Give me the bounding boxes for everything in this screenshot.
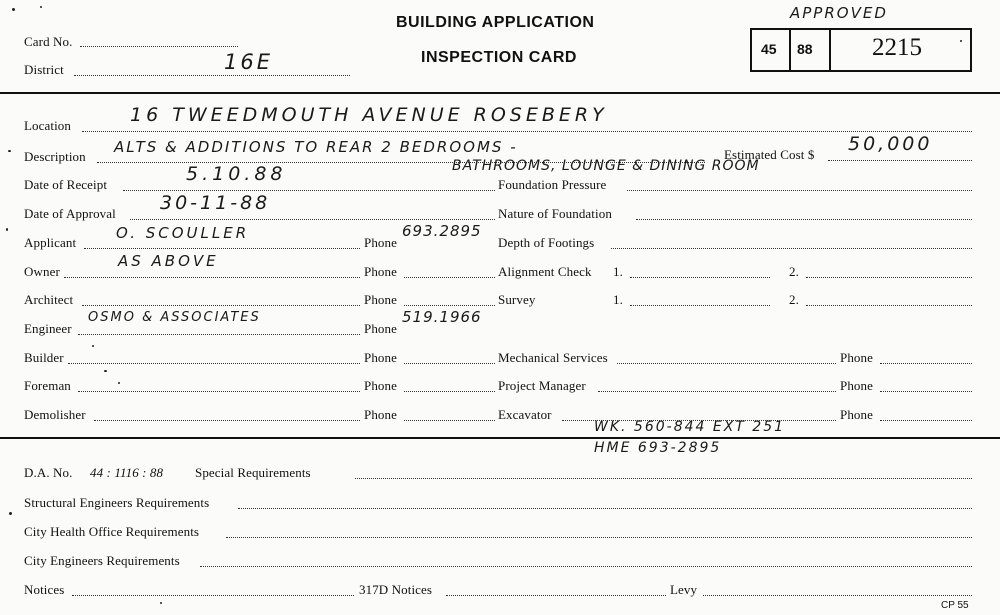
date-approval-value: 30-11-88 [160, 192, 271, 214]
scan-speck [92, 345, 94, 347]
depth-footings-label: Depth of Footings [498, 235, 595, 250]
mechanical-phone-line [880, 363, 972, 364]
city-engineers-label: City Engineers Requirements [24, 553, 180, 568]
description-label: Description [24, 149, 86, 164]
architect-line [82, 305, 360, 306]
excavator-phone-line [880, 420, 972, 421]
location-label: Location [24, 118, 72, 133]
mechanical-label: Mechanical Services [498, 350, 608, 365]
survey-label: Survey [498, 292, 536, 307]
card-no-line [80, 46, 238, 47]
estimated-cost-label: Estimated Cost $ [724, 147, 815, 162]
note-work-phone: WK. 560-844 EXT 251 [594, 419, 786, 435]
box-divider-2 [829, 30, 831, 70]
structural-line [238, 508, 972, 509]
applicant-phone-value: 693.2895 [402, 222, 482, 240]
location-line [82, 131, 972, 132]
builder-line [68, 363, 360, 364]
scan-speck [118, 382, 120, 384]
excavator-phone-label: Phone [840, 407, 873, 422]
survey-1: 1. [613, 292, 623, 307]
project-manager-phone-label: Phone [840, 378, 873, 393]
title-line-1: BUILDING APPLICATION [396, 14, 595, 31]
owner-value: AS ABOVE [118, 252, 219, 270]
builder-phone-line [404, 363, 495, 364]
engineer-phone-label: Phone [364, 321, 397, 336]
district-line [74, 75, 350, 76]
applicant-phone-label: Phone [364, 235, 397, 250]
scan-speck [6, 228, 8, 231]
notices-label: Notices [24, 582, 65, 597]
notices-317d-label: 317D Notices [359, 582, 433, 597]
alignment-2-line [806, 277, 972, 278]
location-value: 16 TWEEDMOUTH AVENUE ROSEBERY [130, 104, 608, 126]
engineer-phone-value: 519.1966 [402, 308, 482, 326]
survey-2: 2. [789, 292, 799, 307]
project-manager-line [598, 391, 836, 392]
form-code: CP 55 [941, 600, 969, 611]
box-divider-1 [789, 30, 791, 70]
owner-line [64, 277, 360, 278]
applicant-label: Applicant [24, 235, 77, 250]
foreman-label: Foreman [24, 378, 71, 393]
estimated-cost-value: 50,000 [848, 133, 933, 155]
card-no-label: Card No. [24, 34, 73, 49]
foreman-phone-line [404, 391, 495, 392]
survey-2-line [806, 305, 972, 306]
engineer-line [78, 334, 360, 335]
special-requirements-line [355, 478, 972, 479]
engineer-value: OSMO & ASSOCIATES [88, 310, 261, 325]
project-manager-label: Project Manager [498, 378, 586, 393]
date-receipt-value: 5.10.88 [186, 163, 287, 185]
special-requirements-label: Special Requirements [195, 465, 311, 480]
nature-foundation-line [636, 219, 972, 220]
engineer-label: Engineer [24, 321, 72, 336]
alignment-label: Alignment Check [498, 264, 592, 279]
builder-label: Builder [24, 350, 64, 365]
owner-phone-line [404, 277, 495, 278]
card-number-box [750, 28, 972, 72]
builder-phone-label: Phone [364, 350, 397, 365]
city-engineers-line [200, 566, 972, 567]
foreman-phone-label: Phone [364, 378, 397, 393]
box-a: 45 [761, 41, 777, 57]
description-value-1: ALTS & ADDITIONS TO REAR 2 BEDROOMS - [114, 138, 518, 156]
architect-phone-line [404, 305, 495, 306]
scan-speck [160, 602, 162, 604]
levy-label: Levy [670, 582, 698, 597]
date-approval-line [130, 219, 495, 220]
architect-phone-label: Phone [364, 292, 397, 307]
applicant-line [84, 248, 360, 249]
date-receipt-label: Date of Receipt [24, 177, 108, 192]
estimated-cost-line [828, 160, 972, 161]
alignment-1-line [630, 277, 770, 278]
demolisher-label: Demolisher [24, 407, 86, 422]
scan-speck [12, 8, 15, 11]
da-label: D.A. No. [24, 465, 73, 480]
health-line [226, 537, 972, 538]
owner-label: Owner [24, 264, 60, 279]
applicant-value: O. SCOULLER [116, 224, 250, 242]
demolisher-phone-label: Phone [364, 407, 397, 422]
demolisher-line [94, 420, 360, 421]
alignment-2: 2. [789, 264, 799, 279]
district-label: District [24, 62, 64, 77]
scan-speck [960, 40, 962, 42]
description-value-2: BATHROOMS, LOUNGE & DINING ROOM [452, 158, 760, 174]
district-value: 16E [224, 50, 273, 74]
note-home-phone: HME 693-2895 [594, 440, 722, 456]
notices-line [72, 595, 354, 596]
structural-label: Structural Engineers Requirements [24, 495, 210, 510]
architect-label: Architect [24, 292, 74, 307]
excavator-label: Excavator [498, 407, 552, 422]
levy-line [703, 595, 972, 596]
date-approval-label: Date of Approval [24, 206, 116, 221]
box-b: 88 [797, 41, 813, 57]
foundation-pressure-label: Foundation Pressure [498, 177, 607, 192]
nature-foundation-label: Nature of Foundation [498, 206, 612, 221]
health-label: City Health Office Requirements [24, 524, 200, 539]
owner-phone-label: Phone [364, 264, 397, 279]
notices-317d-line [446, 595, 666, 596]
survey-1-line [630, 305, 770, 306]
approved-stamp: APPROVED [790, 4, 888, 22]
foreman-line [78, 391, 360, 392]
project-manager-phone-line [880, 391, 972, 392]
title-line-2: INSPECTION CARD [421, 49, 577, 66]
demolisher-phone-line [404, 420, 495, 421]
mechanical-phone-label: Phone [840, 350, 873, 365]
mechanical-line [617, 363, 836, 364]
alignment-1: 1. [613, 264, 623, 279]
scan-speck [104, 370, 107, 372]
section-rule [0, 437, 1000, 439]
depth-footings-line [611, 248, 972, 249]
foundation-pressure-line [627, 190, 972, 191]
header-rule [0, 92, 1000, 94]
scan-speck [40, 6, 42, 8]
box-number: 2215 [872, 34, 922, 61]
date-receipt-line [123, 190, 495, 191]
scan-speck [9, 512, 12, 515]
scan-speck [8, 150, 11, 152]
da-value: 44 : 1116 : 88 [90, 465, 164, 480]
